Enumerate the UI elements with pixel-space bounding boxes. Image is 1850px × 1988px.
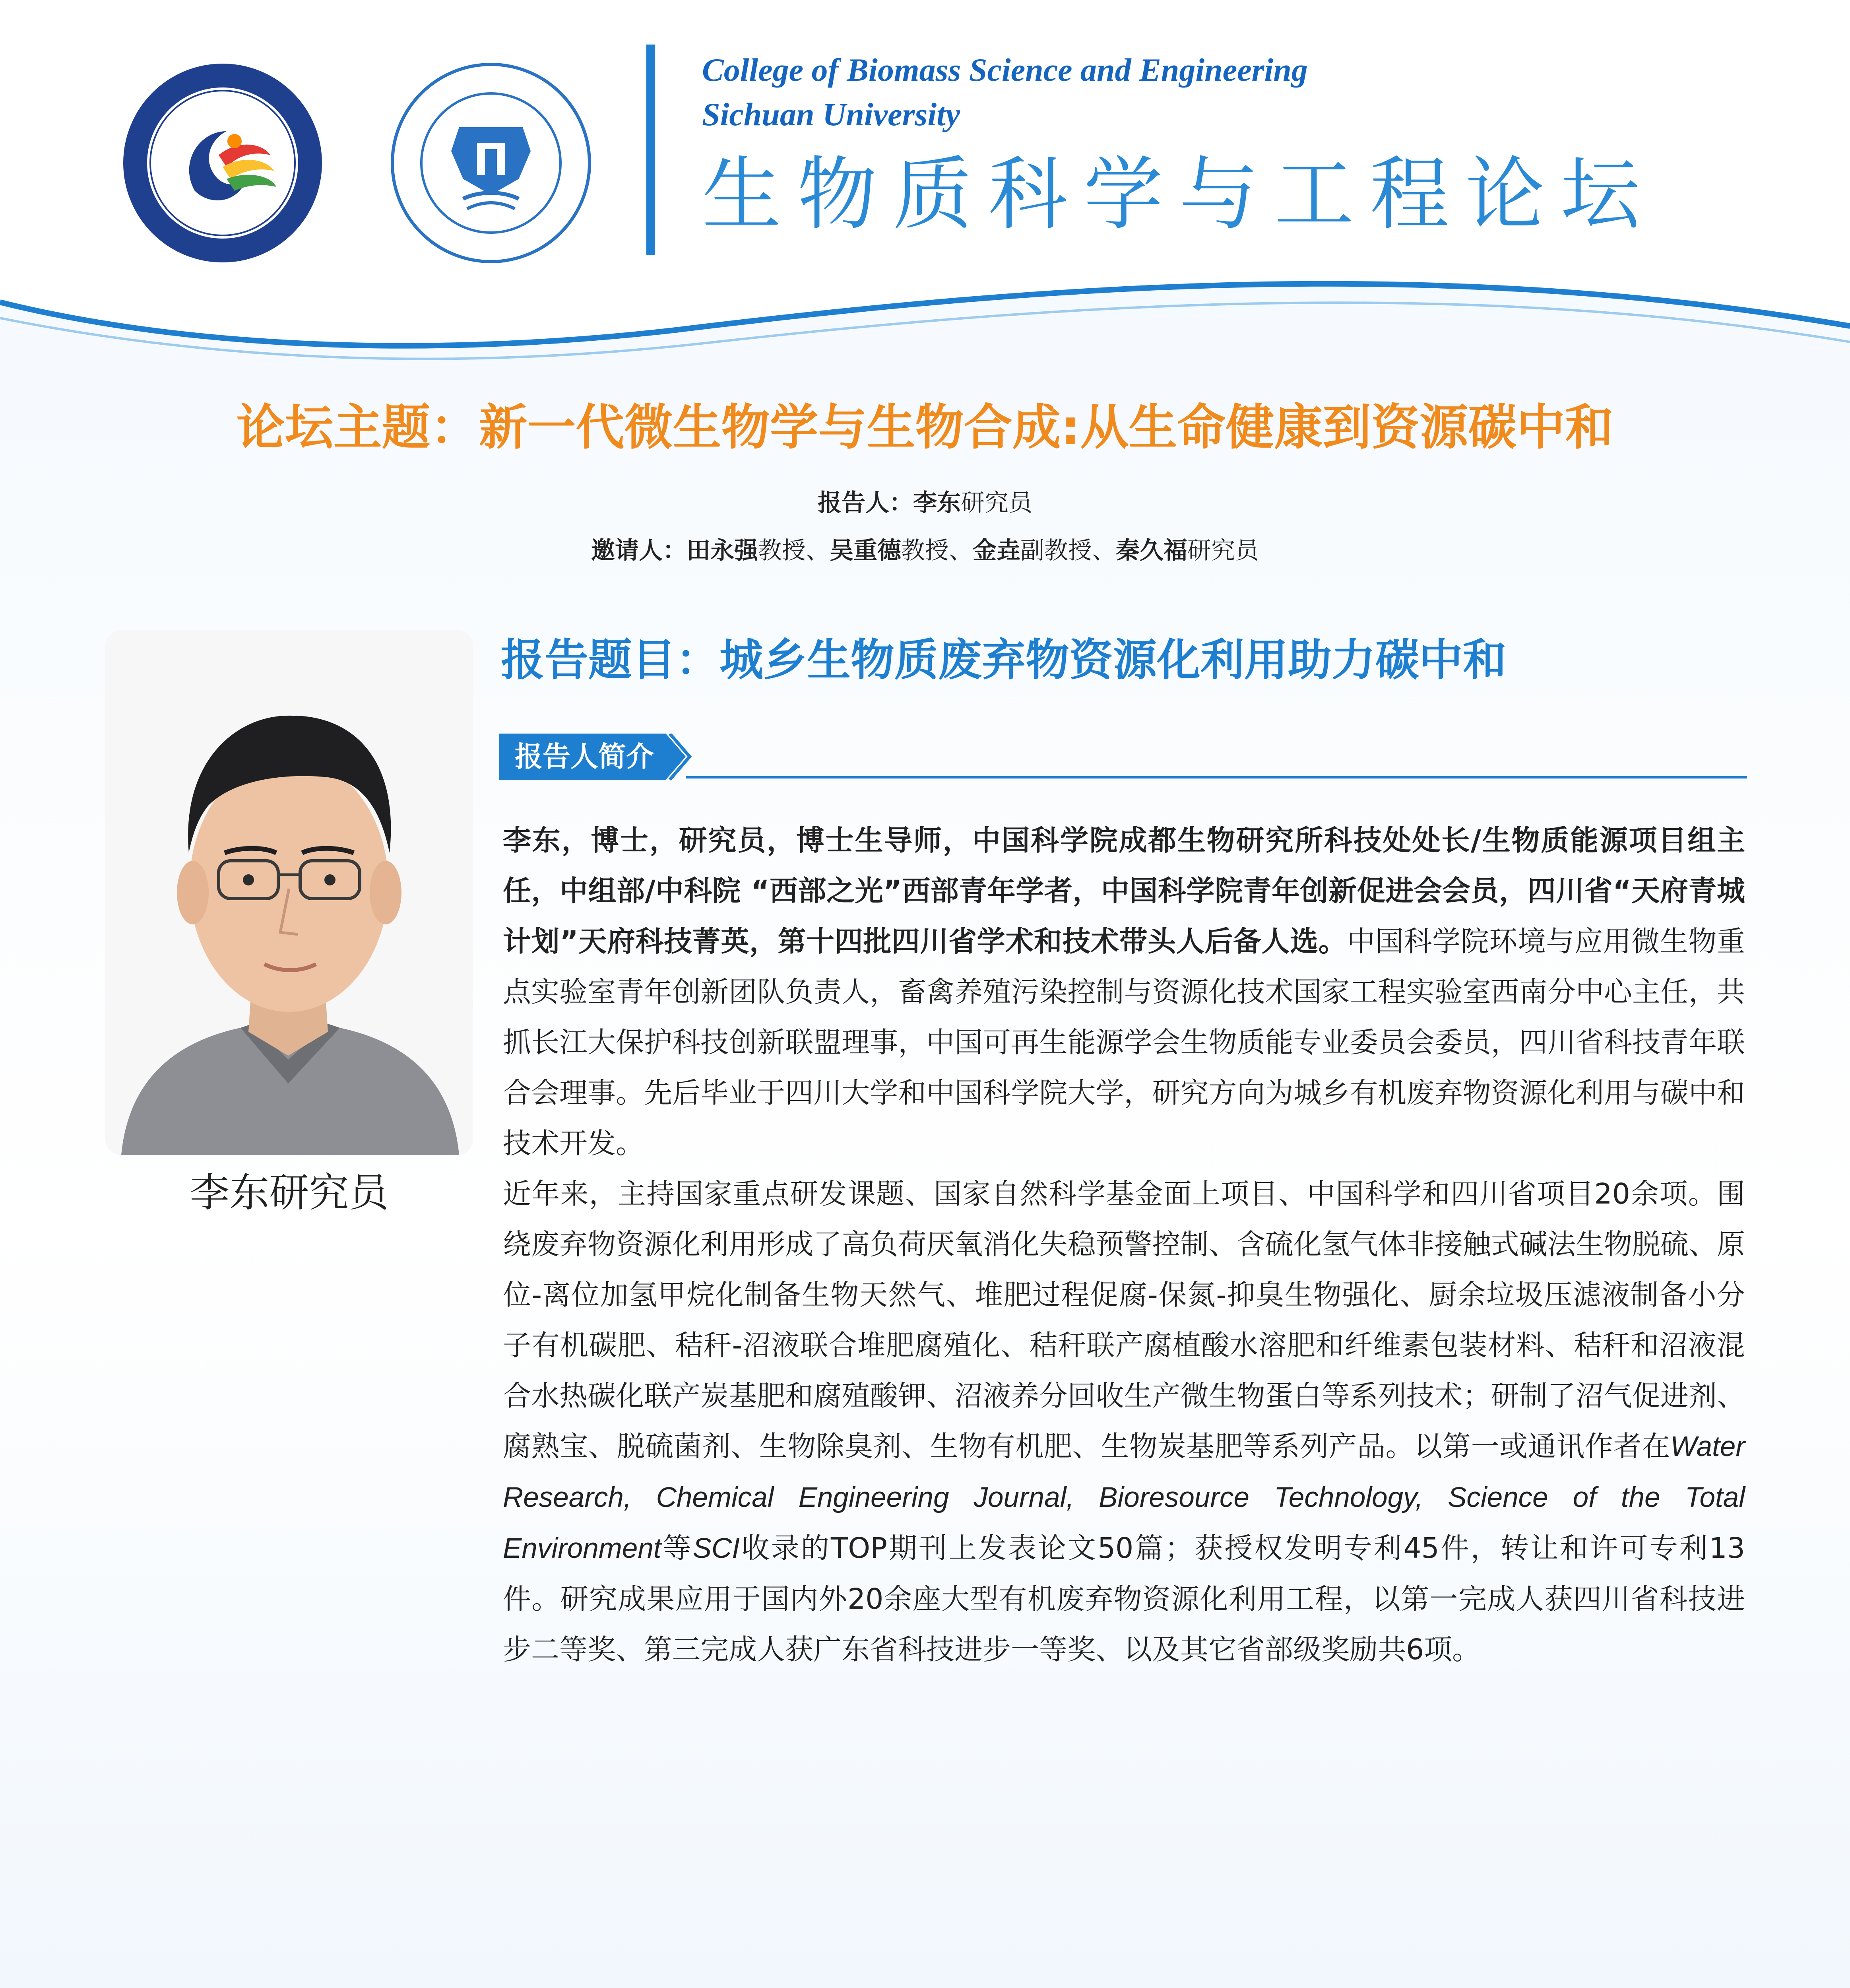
header-divider — [646, 45, 655, 255]
bio-paragraph-1 — [503, 815, 1745, 1169]
college-name-line1: College of Biomass Science and Engineering — [702, 52, 1308, 88]
topic-prefix: 论坛主题： — [236, 399, 479, 456]
key-laboratory-logo — [388, 60, 594, 266]
bio-highlight: 李东，博士，研究员，博士生导师，中国科学院成都生物研究所科技处处长/生物质能源项目组主任，中组部/中科院 “西部之光”西部青年学者，中国科学院青年创新促进会会员，四川省“天府青城计划”天府科技菁英，第十四批四川省学术和技术带头人后备人选。 — [503, 824, 1745, 958]
speaker-portrait-image — [105, 630, 473, 1155]
forum-topic — [0, 398, 1850, 457]
report-title-prefix: 报告题目： — [501, 635, 719, 685]
speaker-photo — [105, 630, 473, 1155]
speaker-name: 李东 — [913, 489, 961, 517]
college-name-en — [702, 48, 1308, 137]
inviter-1-title: 教授、 — [758, 537, 830, 565]
speaker-biography — [503, 815, 1745, 1675]
photo-caption: 李东研究员 — [190, 1169, 389, 1216]
inviter-3-name: 金垚 — [973, 537, 1020, 565]
college-name-line2: Sichuan University — [702, 96, 960, 132]
topic-text: 新一代微生物学与生物合成:从生命健康到资源碳中和 — [479, 399, 1614, 456]
bio-p2-b: 等 — [661, 1532, 693, 1565]
inviter-line — [0, 535, 1850, 567]
inviter-1-name: 田永强 — [686, 537, 758, 565]
forum-title: 生物质科学与工程论坛 — [702, 148, 1656, 241]
speaker-intro-tag — [499, 734, 1747, 781]
college-logo — [119, 60, 326, 266]
inviter-label: 邀请人： — [591, 537, 686, 565]
bio-paragraph-2 — [503, 1169, 1745, 1675]
inviter-3-title: 副教授、 — [1020, 537, 1116, 565]
tag-arrow-shape — [499, 734, 1747, 781]
intro-tag-label: 报告人简介 — [515, 740, 654, 773]
bio-sci: SCI — [692, 1533, 740, 1564]
bio-p2-a: 近年来，主持国家重点研发课题、国家自然科学基金面上项目、中国科学和四川省项目20余项。围绕废弃物资源化利用形成了高负荷厌氧消化失稳预警控制、含硫化氢气体非接触式碱法生物脱硫、原位-离位加氢甲烷化制备生物天然气、堆肥过程促腐-保氮-抑臭生物强化、厨余垃圾压滤液制备小分子有机碳肥、秸秆-沼液联合堆肥腐殖化、秸秆联产腐植酸水溶肥和纤维素包装材料、秸秆和沼液混合水热碳化联产炭基肥和腐殖酸钾、沼液养分回收生产微生物蛋白等系列技术；研制了沼气促进剂、腐熟宝、脱硫菌剂、生物除臭剂、生物有机肥、生物炭基肥等系列产品。以第一或通讯作者在 — [503, 1177, 1745, 1463]
inviter-2-name: 吴重德 — [830, 537, 901, 565]
bio-p2-c: 收录的TOP期刊上发表论文50篇；获授权发明专利45件，转让和许可专利13件。研究成果应用于国内外20余座大型有机废弃物资源化利用工程，以第一完成人获四川省科技进步二等奖、第三完成人获广东省科技进步一等奖、以及其它省部级奖励共6项。 — [503, 1532, 1745, 1666]
inviter-2-title: 教授、 — [901, 537, 973, 565]
bio-journals: Water Research, Chemical Engineering Journal, Bioresource Technology, Science of the Total Environment — [503, 1431, 1745, 1564]
bio-p1-rest: 中国科学院环境与应用微生物重点实验室青年创新团队负责人，畜禽养殖污染控制与资源化技术国家工程实验室西南分中心主任，共抓长江大保护科技创新联盟理事，中国可再生能源学会生物质能专业委员会委员，四川省科技青年联合会理事。先后毕业于四川大学和中国科学院大学，研究方向为城乡有机废弃物资源化利用与碳中和技术开发。 — [503, 925, 1745, 1160]
speaker-line — [0, 487, 1850, 519]
report-title-text: 城乡生物质废弃物资源化利用助力碳中和 — [719, 635, 1507, 685]
speaker-title: 研究员 — [961, 489, 1032, 517]
report-title — [501, 632, 1507, 688]
inviter-4-name: 秦久福 — [1116, 537, 1187, 565]
inviter-4-title: 研究员 — [1187, 537, 1259, 565]
speaker-label: 报告人： — [818, 489, 913, 517]
